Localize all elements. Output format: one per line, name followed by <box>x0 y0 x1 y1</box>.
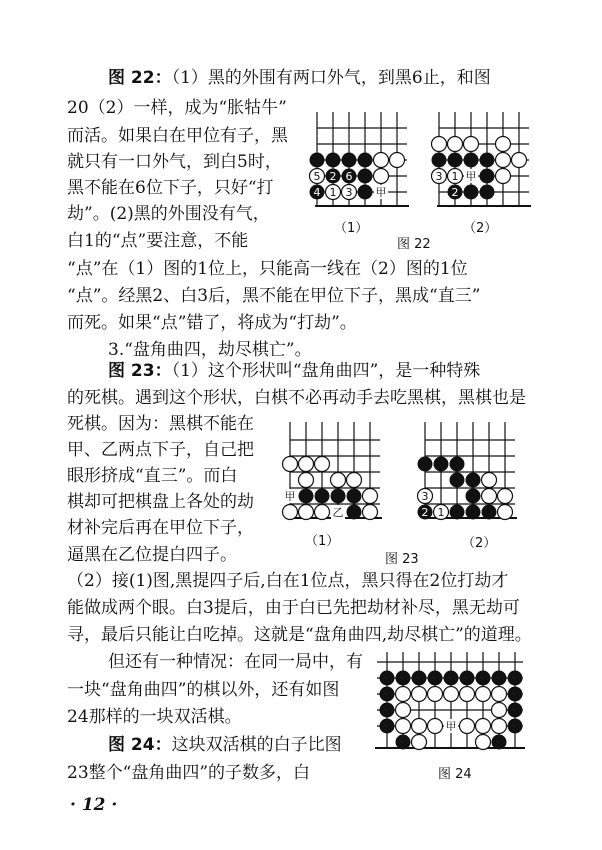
fig23-sub1: （1） <box>305 534 340 549</box>
point-jia-label: 甲 <box>375 186 387 199</box>
para-24-text-1: 这块双活棋的白子比图 <box>171 735 342 755</box>
para-23-line-3: 死棋。因为：黑棋不能在 <box>67 414 254 434</box>
move-6: 6 <box>345 170 353 183</box>
move-1: 1 <box>437 506 445 519</box>
fig22-label: 图 22： <box>108 68 172 88</box>
para-24-intro-3: 24那样的一块双活棋。 <box>67 707 242 727</box>
move-2: 2 <box>329 170 337 183</box>
fig22-sub1: （1） <box>334 221 369 236</box>
page-number: · 12 · <box>70 795 118 815</box>
move-1: 1 <box>451 170 459 183</box>
move-5: 5 <box>313 170 321 183</box>
para-22-line-3: 而活。如果白在甲位有子，黑 <box>67 126 288 146</box>
fig22-board-2 <box>424 108 534 218</box>
para-22-line-4: 就只有一口外气，到白5时， <box>67 152 282 172</box>
para-23-line-2: 的死棋。遇到这个形状，白棋不必再动手去吃黑棋，黑棋也是 <box>67 388 526 408</box>
para-23-line-5: 眼形挤成“直三”。而白 <box>67 466 238 486</box>
move-4: 4 <box>313 186 321 199</box>
fig22-sub2: （2） <box>463 221 498 236</box>
para-23-line-8: 逼黑在乙位提白四子。 <box>67 545 237 565</box>
point-jia-label: 甲 <box>284 490 296 503</box>
para-22-line-7: 白1的“点”要注意，不能 <box>67 231 249 251</box>
para-23-line-6: 棋却可把棋盘上各处的劫 <box>67 492 254 512</box>
para-23-line-10: 能做成两个眼。白3提后，由于白已先把劫材补尽，黑无劫可 <box>67 598 520 618</box>
para-23-line-7: 材补完后再在甲位下子， <box>67 518 254 538</box>
move-3: 3 <box>345 186 353 199</box>
para-24-intro-2: 一块“盘角曲四”的棋以外，还有如图 <box>67 680 340 700</box>
fig23-label: 图 23： <box>108 361 172 381</box>
section-3-heading: 3.“盘角曲四，劫尽棋亡”。 <box>108 340 312 360</box>
para-24-line-2: 23整个“盘角曲四”的子数多，白 <box>67 763 311 783</box>
para-22-line-8: “点”在（1）图的1位上，只能高一线在（2）图的1位 <box>67 259 468 279</box>
para-22-line-9: “点”。经黑2、白3后，黑不能在甲位下子，黑成“直三” <box>67 286 481 306</box>
fig23-board-2 <box>410 418 520 530</box>
para-23-line-9: （2）接(1)图,黑提四子后,白在1位点，黑只得在2位打劫才 <box>67 571 509 591</box>
fig24-caption: 图 24 <box>438 767 472 782</box>
para-22-line-10: 而死。如果“点”错了，将成为“打劫”。 <box>67 313 357 333</box>
fig22-board-1 <box>302 108 412 218</box>
move-3: 3 <box>421 490 429 503</box>
para-24-intro-1: 但还有一种情况：在同一局中，有 <box>108 652 363 672</box>
point-jia-label: 甲 <box>445 720 457 733</box>
para-23-line-11: 寻，最后只能让白吃掉。这就是“盘角曲四,劫尽棋亡”的道理。 <box>67 625 532 645</box>
para-24-line-1 <box>108 735 342 755</box>
move-1: 1 <box>329 186 337 199</box>
para-23-text-1: （1）这个形状叫“盘角曲四”，是一种特殊 <box>171 361 481 381</box>
para-22-line-5: 黑不能在6位下子，只好“打 <box>67 178 274 198</box>
move-3: 3 <box>435 170 443 183</box>
para-22-line-2: 20（2）一样，成为“胀牯牛” <box>67 98 287 118</box>
fig23-sub2: （2） <box>462 536 497 551</box>
fig23-board-1 <box>275 418 385 530</box>
move-2: 2 <box>451 186 459 199</box>
para-22-line-1 <box>108 68 491 88</box>
para-22-line-6: 劫”。(2)黑的外围没有气， <box>67 204 270 224</box>
fig22-caption: 图 22 <box>397 237 431 252</box>
point-jia-label: 甲 <box>465 170 477 183</box>
fig24-label: 图 24： <box>108 735 172 755</box>
move-2: 2 <box>421 506 429 519</box>
para-22-text-1: （1）黑的外围有两口外气，到黑6止，和图 <box>171 68 491 88</box>
fig24-board <box>372 648 528 760</box>
fig23-caption: 图 23 <box>385 552 419 567</box>
para-23-line-1 <box>108 361 480 381</box>
para-23-line-4: 甲、乙两点下子，自己把 <box>67 440 254 460</box>
point-yi-label: 乙 <box>332 506 344 519</box>
